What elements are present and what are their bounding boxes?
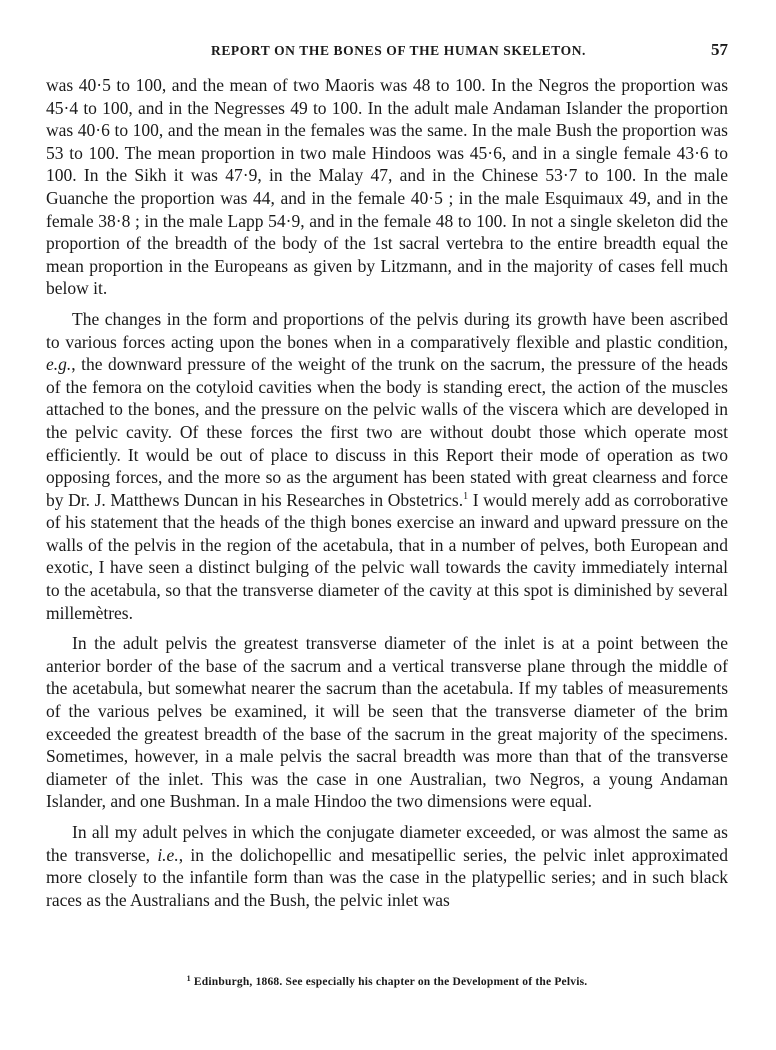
paragraph-2-text-a: The changes in the form and proportions of the pelvis during its growth have been ascribed to various forces acting upon the bones when in a comparatively flexible and plastic condition, (46, 308, 728, 352)
paragraph-4 (46, 821, 728, 911)
paragraph-2-text-b: , the downward pressure of the weight of the trunk on the sacrum, the pressure of the heads of the femora on the cotyloid cavities when the body is standing erect, the action of the muscles attached to the bones, and the pressure on the pelvic walls of the viscera which are developed in the pelvic cavity. Of these forces the first two are without doubt those which operate most efficiently. It would be out of place to discuss in this Report their mode of operation as two opposing forces, and the more so as the argument has been stated with great clearness and force by Dr. J. Matthews Duncan in his Researches in Obstetrics. (46, 354, 728, 510)
running-head (46, 40, 728, 74)
paragraph-4-text-b: , in the dolichopellic and mesatipellic series, the pelvic inlet approximated more closely to the infantile form than was the case in the platypellic series; and in such black races as the Australians and the Bush, the pelvic inlet was (46, 844, 728, 910)
paragraph-1: was 40·5 to 100, and the mean of two Maoris was 48 to 100. In the Negros the proportion was 45·4 to 100, and in the Negresses 49 to 100. In the adult male Andaman Islander the proportion was 40·6 to 100, and the mean in the females was the same. In the male Bush the proportion was 53 to 100. The mean proportion in two male Hindoos was 45·6, and in a single female 43·6 to 100. In the Sikh it was 47·9, in the Malay 47, and in the Chinese 53·7 to 100. In the male Guanche the proportion was 44, and in the female 40·5 ; in the male Esquimaux 49, and in the female 38·8 ; in the male Lapp 54·9, and in the female 48 to 100. In not a single skeleton did the proportion of the breadth of the body of the 1st sacral vertebra to the entire breadth equal the mean proportion in the Europeans as given by Litzmann, and in the majority of cases fell much below it. (46, 75, 728, 299)
paragraph-2-eg: e.g. (46, 354, 72, 375)
paragraph-4-text-a: In all my adult pelves in which the conjugate diameter exceeded, or was almost the same as the transverse, (46, 822, 728, 865)
footnote-text: Edinburgh, 1868. See especially his chapter on the Development of the Pelvis. (190, 976, 588, 988)
page-number: 57 (711, 40, 728, 59)
page (46, 40, 728, 919)
paragraph-4-ie: i.e. (157, 844, 179, 865)
footnote (46, 976, 728, 988)
running-title: REPORT ON THE BONES OF THE HUMAN SKELETON. (210, 43, 587, 58)
paragraph-2 (46, 308, 728, 624)
body-text (46, 74, 728, 911)
footnote-marker: 1 (186, 974, 191, 983)
paragraph-3: In the adult pelvis the greatest transverse diameter of the inlet is at a point between the anterior border of the base of the sacrum and a vertical transverse plane through the middle of the acetabula, but somewhat nearer the sacrum than the acetabula. If my tables of measurements of the various pelves be examined, it will be seen that the transverse diameter of the brim exceeded the greatest breadth of the base of the sacrum in the great majority of the specimens. Sometimes, however, in a male pelvis the sacral breadth was more than that of the transverse diameter of the inlet. This was the case in one Australian, two Negros, a young Andaman Islander, and one Bushman. In a male Hindoo the two dimensions were equal. (46, 633, 728, 812)
footnote-ref[interactable]: 1 (463, 490, 469, 502)
paragraph-2-text-c: I would merely add as corroborative of his statement that the heads of the thigh bones exercise an inward and upward pressure on the walls of the pelvis in the region of the acetabula, that in a number of pelves, both European and exotic, I have seen a distinct bulging of the pelvic wall towards the cavity immediately internal to the acetabula, so that the transverse diameter of the cavity at this spot is diminished by several millemètres. (46, 489, 728, 623)
